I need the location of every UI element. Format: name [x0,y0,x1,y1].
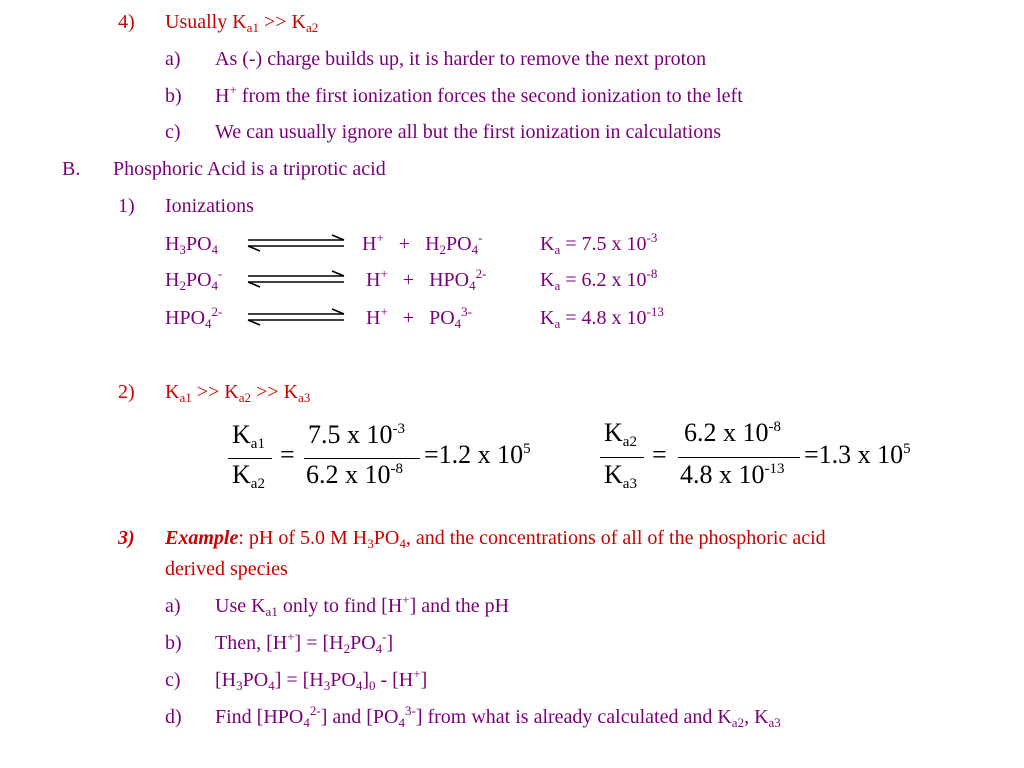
item-3c-mark: c) [165,669,181,691]
item-4c-text: We can usually ignore all but the first ionization in calculations [215,121,722,143]
item-3b-mark: b) [165,632,182,654]
item-3-text-line-2: derived species [165,558,288,580]
reaction-2-ka: $K_a = 6.2$ x $10^{-8}$ [540,266,658,293]
ratio-2-numerator-value: 6.2 x $10^{-8}$ [684,418,781,447]
item-3d-mark: d) [165,706,182,728]
item-4b-text: H+ from the first ionization forces the second ionization to the left [215,82,743,107]
item-3a-text: Use $K_{a1}$ only to find [H+] and the pH [215,592,510,619]
section-b-title: Phosphoric Acid is a triprotic acid [113,158,386,180]
item-1-number: 1) [118,195,135,217]
ratio-2-denominator-value: 4.8 x $10^{-13}$ [680,460,785,489]
ratio-2-left-fraction-bar [600,457,644,458]
equilibrium-arrows-icon [246,308,346,326]
reaction-1-ka: $K_a = 7.5$ x $10^{-3}$ [540,230,658,257]
item-4a-text: As (-) charge builds up, it is harder to remove the next proton [215,48,707,70]
reaction-1-products: H+ + $H_2PO_4^-$ [362,230,483,257]
item-4-text: Usually $K_{a1} >> K_{a2}$ [165,11,319,35]
ratio-1-result: =1.2 x $10^5$ [424,440,531,469]
reaction-1-reactant: $H_3PO_4$ [165,233,219,257]
item-4c-mark: c) [165,121,181,143]
ratio-1-numerator-value: 7.5 x $10^{-3}$ [308,420,405,449]
ratio-1-denominator-k: $K_{a2}$ [232,460,265,492]
item-4-number: 4) [118,11,135,33]
item-3a-mark: a) [165,595,181,617]
item-4a-mark: a) [165,48,181,70]
reaction-3-reactant: $HPO_4^{2-}$ [165,304,223,331]
ratio-1-numerator-k: $K_{a1}$ [232,420,265,452]
item-3c-text: $[H_3PO_4] = [H_3PO_4]_0 - [H^+]$ [215,666,428,693]
reaction-2-reactant: $H_2PO_4^-$ [165,266,223,293]
reaction-3-products: H+ + $PO_4^{3-}$ [366,304,472,331]
ratio-1-right-fraction-bar [304,458,420,459]
ratio-1-denominator-value: 6.2 x $10^{-8}$ [306,460,403,489]
ratio-2-denominator-k: $K_{a3}$ [604,460,637,492]
equilibrium-arrows-icon [246,234,346,252]
ratio-2-result: =1.3 x $10^5$ [804,440,911,469]
ratio-1-left-fraction-bar [228,458,272,459]
item-4b-mark: b) [165,85,182,107]
item-3b-text: Then, $[H^+] = [H_2PO_4^-]$ [215,629,394,656]
ratio-1-equals: = [280,440,295,469]
item-3-number: 3) [118,527,135,549]
item-2-number: 2) [118,381,135,403]
equilibrium-arrows-icon [246,270,346,288]
item-2-text: $K_{a1} >> K_{a2} >> K_{a3}$ [165,381,311,405]
item-1-text: Ionizations [165,195,254,217]
ratio-2-equals: = [652,440,667,469]
item-3d-text: Find $[HPO_4^{2-}]$ and $[PO_4^{3-}]$ from what is already calculated and $K_{a2}$, $K_{a3}$ [215,703,781,730]
reaction-2-products: H+ + $HPO_4^{2-}$ [366,266,487,293]
example-label: Example [165,527,239,549]
ratio-2-numerator-k: $K_{a2}$ [604,418,637,450]
section-b-mark: B. [62,158,81,180]
reaction-3-ka: $K_a = 4.8$ x $10^{-13}$ [540,304,664,331]
ratio-2-right-fraction-bar [678,457,800,458]
item-3-text: Example: pH of 5.0 M $H_3PO_4$, and the concentrations of all of the phosphoric acid [165,527,826,551]
